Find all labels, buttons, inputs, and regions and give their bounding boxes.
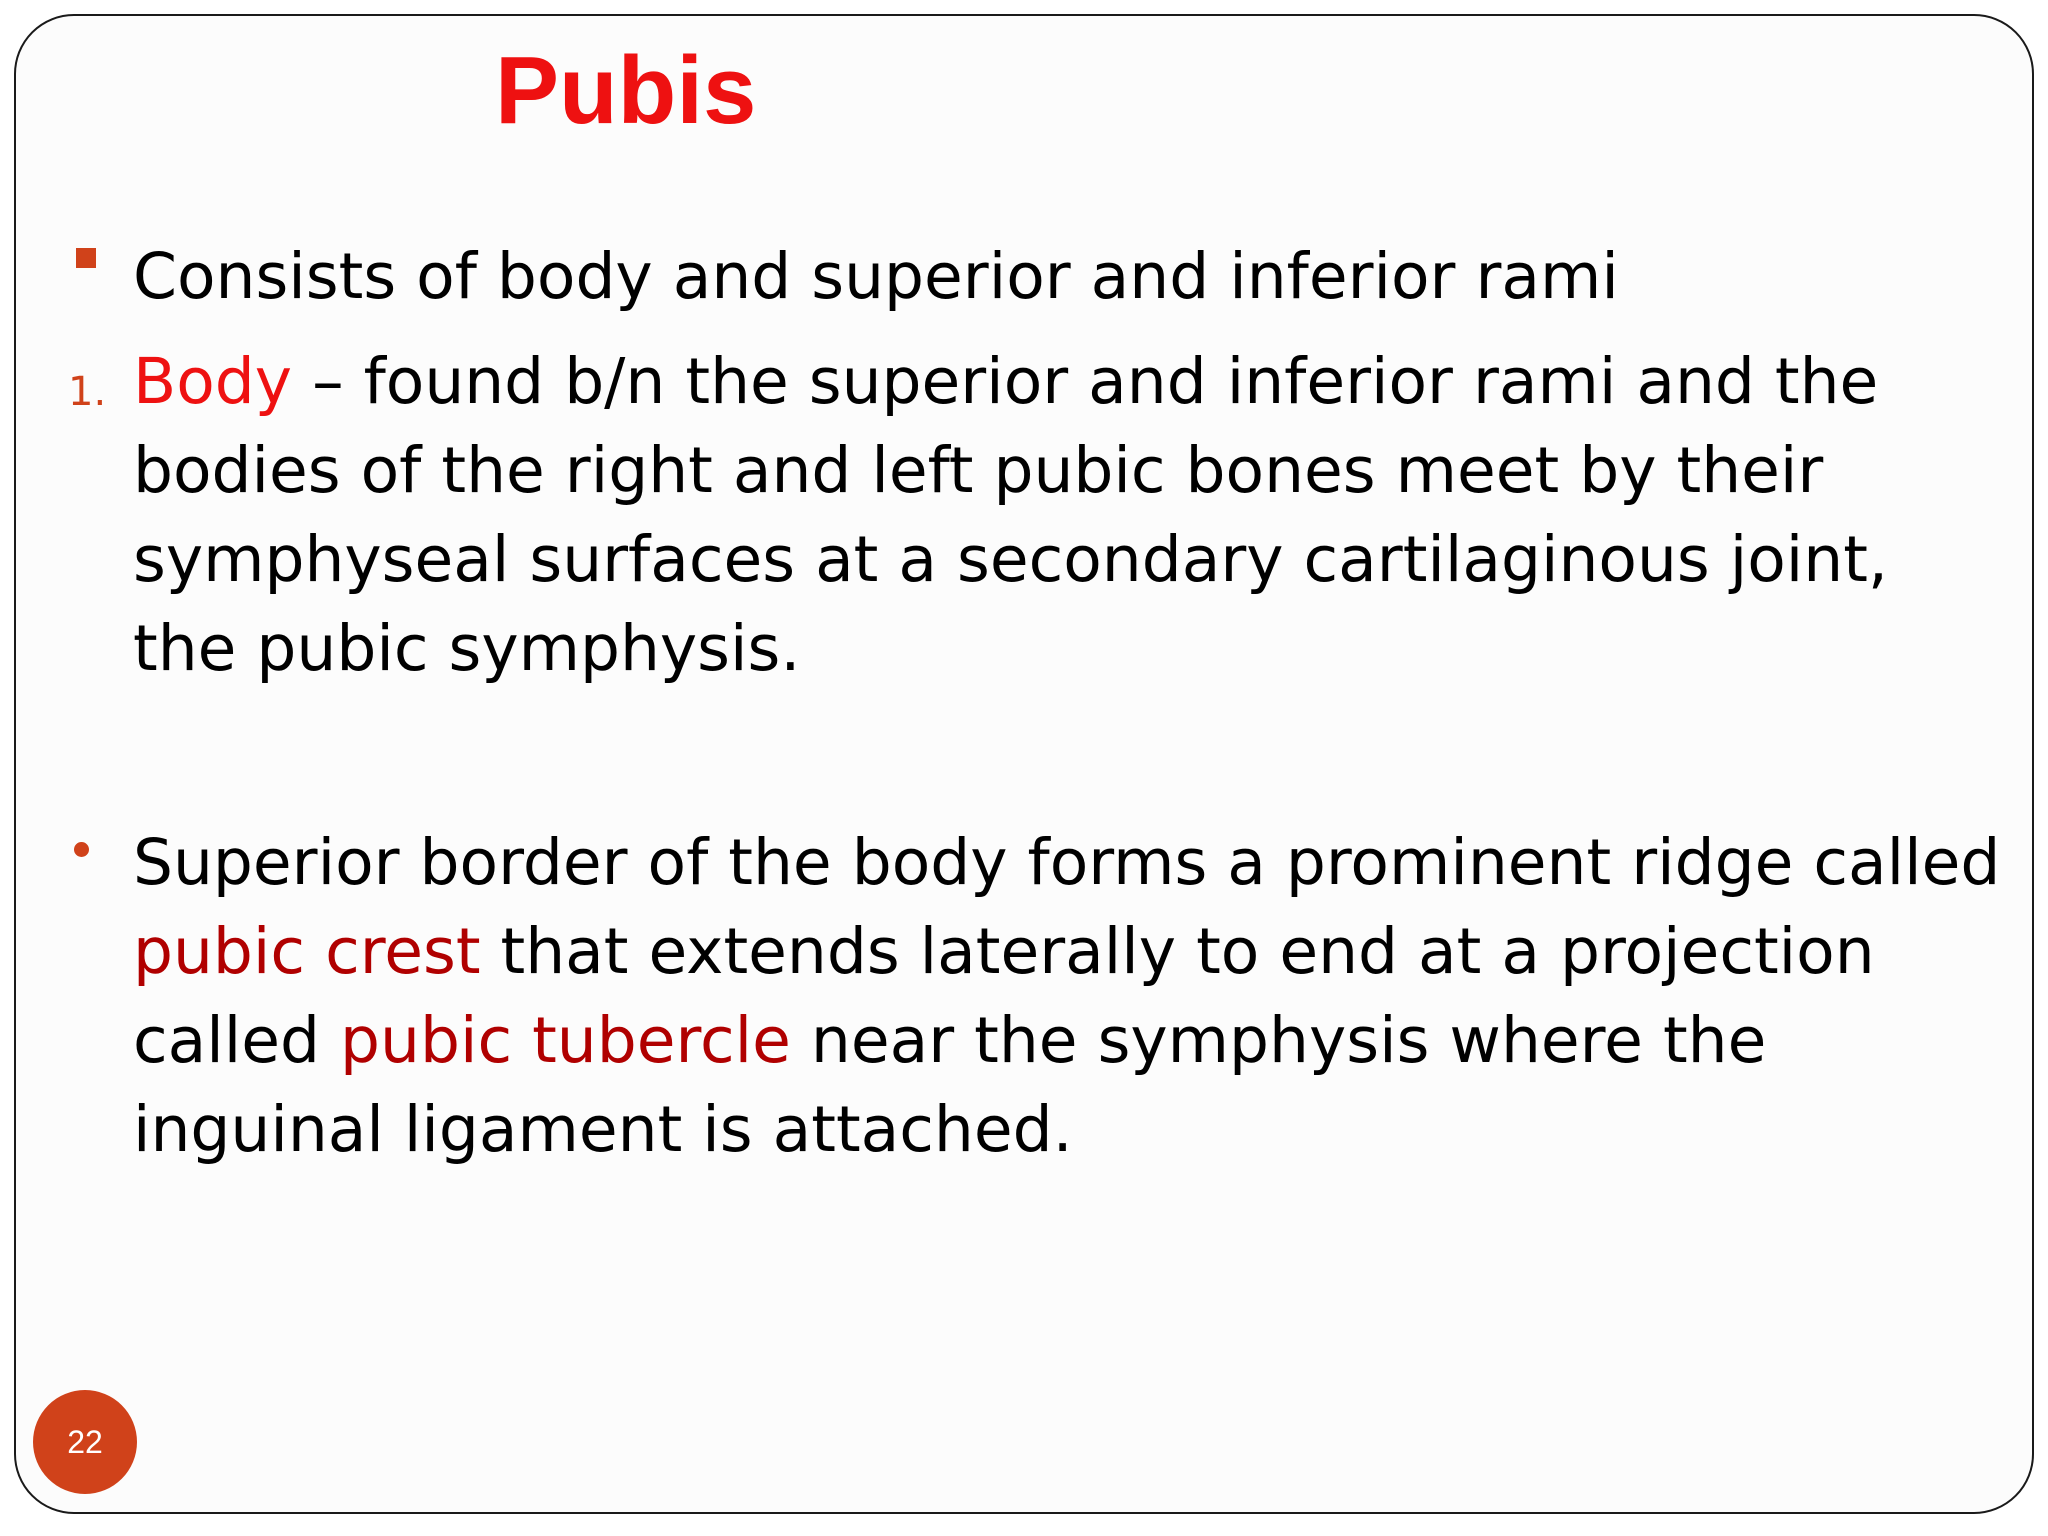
term-body: Body: [133, 345, 293, 418]
term-pubic-tubercle: pubic tubercle: [340, 1004, 791, 1077]
bullet-superior-text-c: near the symphysis where the inguinal ligament is attached.: [133, 1004, 1767, 1166]
slide-title: Pubis: [495, 37, 757, 144]
bullet-superior-border: [133, 818, 2013, 1174]
bullet-consists-text: Consists of body and superior and inferior rami: [133, 240, 1619, 313]
page-number-badge: 22: [33, 1390, 137, 1494]
item-body: [133, 337, 1993, 693]
round-bullet-icon: [74, 842, 89, 857]
bullet-superior-text-a: Superior border of the body forms a prominent ridge called: [133, 826, 2001, 899]
list-number: 1.: [68, 369, 107, 415]
item-body-text: – found b/n the superior and inferior rami and the bodies of the right and left pubic bones meet by their symphyseal surfaces at a secondary cartilaginous joint, the pubic symphysis.: [133, 345, 1888, 685]
square-bullet-icon: [76, 248, 96, 268]
bullet-superior-text-b: that extends laterally to end at a projection called: [133, 915, 1875, 1077]
bullet-consists: [133, 232, 2013, 321]
term-pubic-crest: pubic crest: [133, 915, 481, 988]
